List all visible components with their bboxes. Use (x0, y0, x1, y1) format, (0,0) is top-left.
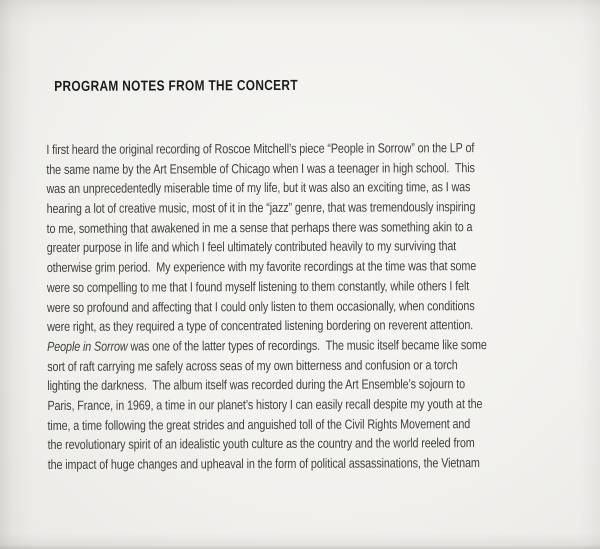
text-line (46, 177, 600, 199)
text-line (47, 334, 600, 356)
text-segment: I first heard the original recording of Roscoe Mitchell’s piece “People in Sorrow” on the LP of (46, 140, 475, 157)
text-segment: time, a time following the great strides and anguished toll of the Civil Rights Movement and (47, 415, 471, 433)
text-line (47, 315, 600, 337)
text-segment: were right, as they required a type of concentrated listening bordering on reverent attention. (47, 317, 474, 335)
program-notes-text (46, 137, 600, 474)
text-segment: lighting the darkness. The album itself was recorded during the Art Ensemble’s sojourn to (47, 376, 466, 394)
text-segment: the same name by the Art Ensemble of Chicago when I was a teenager in high school. This (46, 159, 475, 177)
text-segment: was an unprecedentedly miserable time of my life, but it was also an exciting time, as I was (46, 179, 471, 197)
text-line (48, 433, 600, 455)
text-segment: were so profound and affecting that I could only listen to them occasionally, when conditions (46, 297, 475, 315)
text-segment: was one of the latter types of recordings. The music itself became like some (127, 336, 487, 354)
text-line (47, 216, 600, 238)
text-segment: the impact of huge changes and upheaval in the form of political assassinations, the Vietnam (47, 455, 480, 472)
text-line (47, 295, 600, 317)
text-segment: hearing a lot of creative music, most of it in the “jazz” genre, that was tremendously inspiring (46, 199, 476, 217)
text-line (47, 197, 600, 219)
italicized-album-title: People in Sorrow (47, 338, 128, 354)
text-segment: greater purpose in life and which I feel ultimately contributed heavily to my surviving that (46, 238, 457, 256)
text-segment: Paris, France, in 1969, a time in our planet’s history I can easily recall despite my youth at the (47, 396, 483, 413)
page-content (46, 76, 600, 474)
text-segment: sort of raft carrying me safely across seas of my own bitterness and confusion or a torch (47, 356, 458, 374)
text-line (46, 137, 600, 159)
text-line (47, 354, 600, 376)
page-title: PROGRAM NOTES FROM THE CONCERT (54, 77, 298, 95)
text-line (46, 157, 600, 179)
text-line (47, 393, 600, 415)
text-line (47, 374, 600, 396)
text-line (47, 275, 600, 297)
text-line (47, 256, 600, 278)
text-segment: otherwise grim period. My experience with my favorite recordings at the time was that some (46, 258, 477, 276)
text-line (47, 413, 600, 435)
text-segment: the revolutionary spirit of an idealistic youth culture as the country and the world reeled from (47, 435, 475, 453)
text-segment: to me, something that awakened in me a sense that perhaps there was something akin to a (46, 218, 473, 236)
text-line (47, 236, 600, 258)
text-segment: were so compelling to me that I found myself listening to them constantly, while others I felt (46, 277, 470, 295)
text-line (48, 452, 600, 474)
